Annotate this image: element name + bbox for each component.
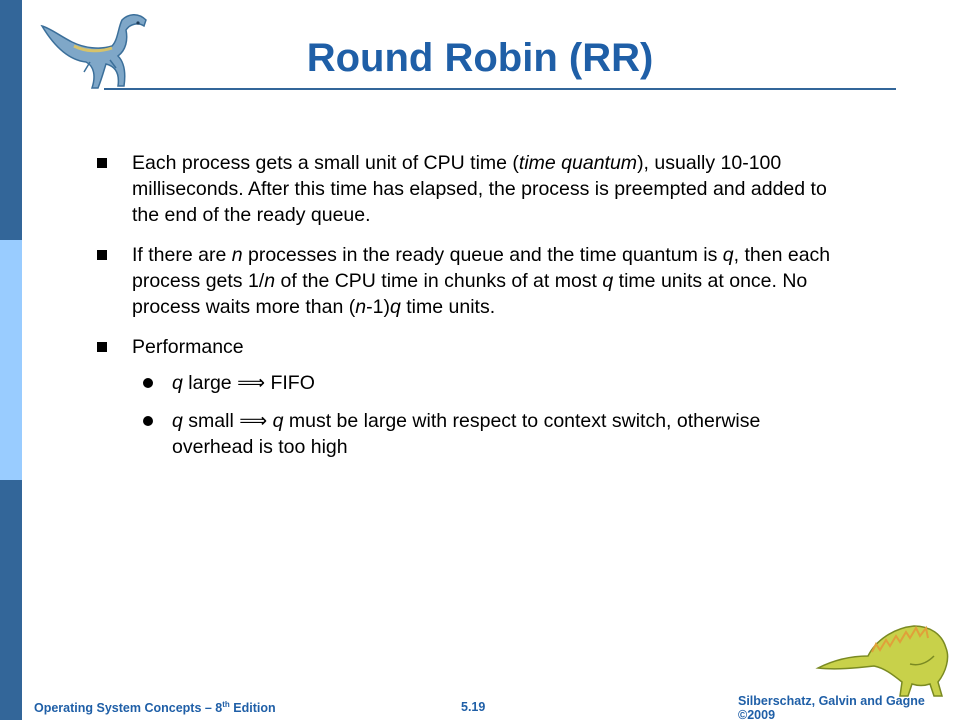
bullet-text: Performance (132, 336, 244, 358)
bullet-italic: q (602, 270, 614, 292)
dinosaur-icon (814, 612, 956, 700)
bullet-text: time units at once. No process waits more than ( (132, 270, 808, 318)
bullet-italic: q (272, 410, 284, 432)
bullet-italic: q (389, 296, 401, 318)
bullet-text: time units. (400, 296, 496, 318)
footer-text: Operating System Concepts – 8 (34, 701, 223, 716)
sidebar-band-middle (0, 240, 22, 480)
bullet-n-processes (96, 242, 836, 320)
bullet-text: processes in the ready queue and the time quantum is (242, 244, 723, 266)
bullet-italic: q (172, 372, 183, 394)
footer-page-number: 5.19 (461, 700, 486, 714)
bullet-text: large (182, 372, 238, 394)
bullet-performance (96, 334, 836, 360)
square-bullet-icon (97, 158, 107, 168)
bullet-time-quantum (96, 150, 836, 228)
bullet-italic: time quantum (518, 152, 638, 174)
bullet-text: , then each process gets 1/ (132, 244, 831, 292)
square-bullet-icon (97, 342, 107, 352)
bullet-text: of the CPU time in chunks of at most (275, 270, 603, 292)
bullet-text: Each process gets a small unit of CPU time ( (132, 152, 519, 174)
round-bullet-icon (143, 416, 153, 426)
title-underline (104, 88, 896, 90)
implies-symbol: ⟹ (239, 410, 268, 432)
footer-book-title (34, 700, 276, 715)
slide-title: Round Robin (RR) (306, 36, 654, 80)
bullet-text: If there are (132, 244, 232, 266)
bullet-italic: q (172, 410, 183, 432)
bullet-italic: q (722, 244, 734, 266)
footer-copyright: Silberschatz, Galvin and Gagne ©2009 (738, 694, 925, 722)
bullet-text: small (182, 410, 240, 432)
bullet-text: -1) (366, 296, 390, 318)
bullet-italic: n (231, 244, 243, 266)
bullet-italic: n (264, 270, 276, 292)
sidebar-band-bottom (0, 480, 22, 720)
dinosaur-icon (34, 6, 150, 92)
round-bullet-icon (143, 378, 153, 388)
subbullet-q-large (96, 370, 836, 396)
subbullet-q-small (96, 408, 836, 460)
bullet-italic: n (355, 296, 367, 318)
slide-body (96, 150, 836, 472)
bullet-text: FIFO (265, 372, 315, 394)
bullet-text: ), usually 10-100 milliseconds. After this time has elapsed, the process is preempted and added to the end of the ready queue. (132, 152, 827, 226)
sidebar-band-top (0, 0, 22, 240)
footer-text: Edition (229, 701, 276, 716)
square-bullet-icon (97, 250, 107, 260)
bullet-text: must be large with respect to context switch, otherwise overhead is too high (172, 410, 761, 458)
footer-superscript: th (222, 700, 230, 709)
implies-symbol: ⟹ (237, 372, 266, 394)
